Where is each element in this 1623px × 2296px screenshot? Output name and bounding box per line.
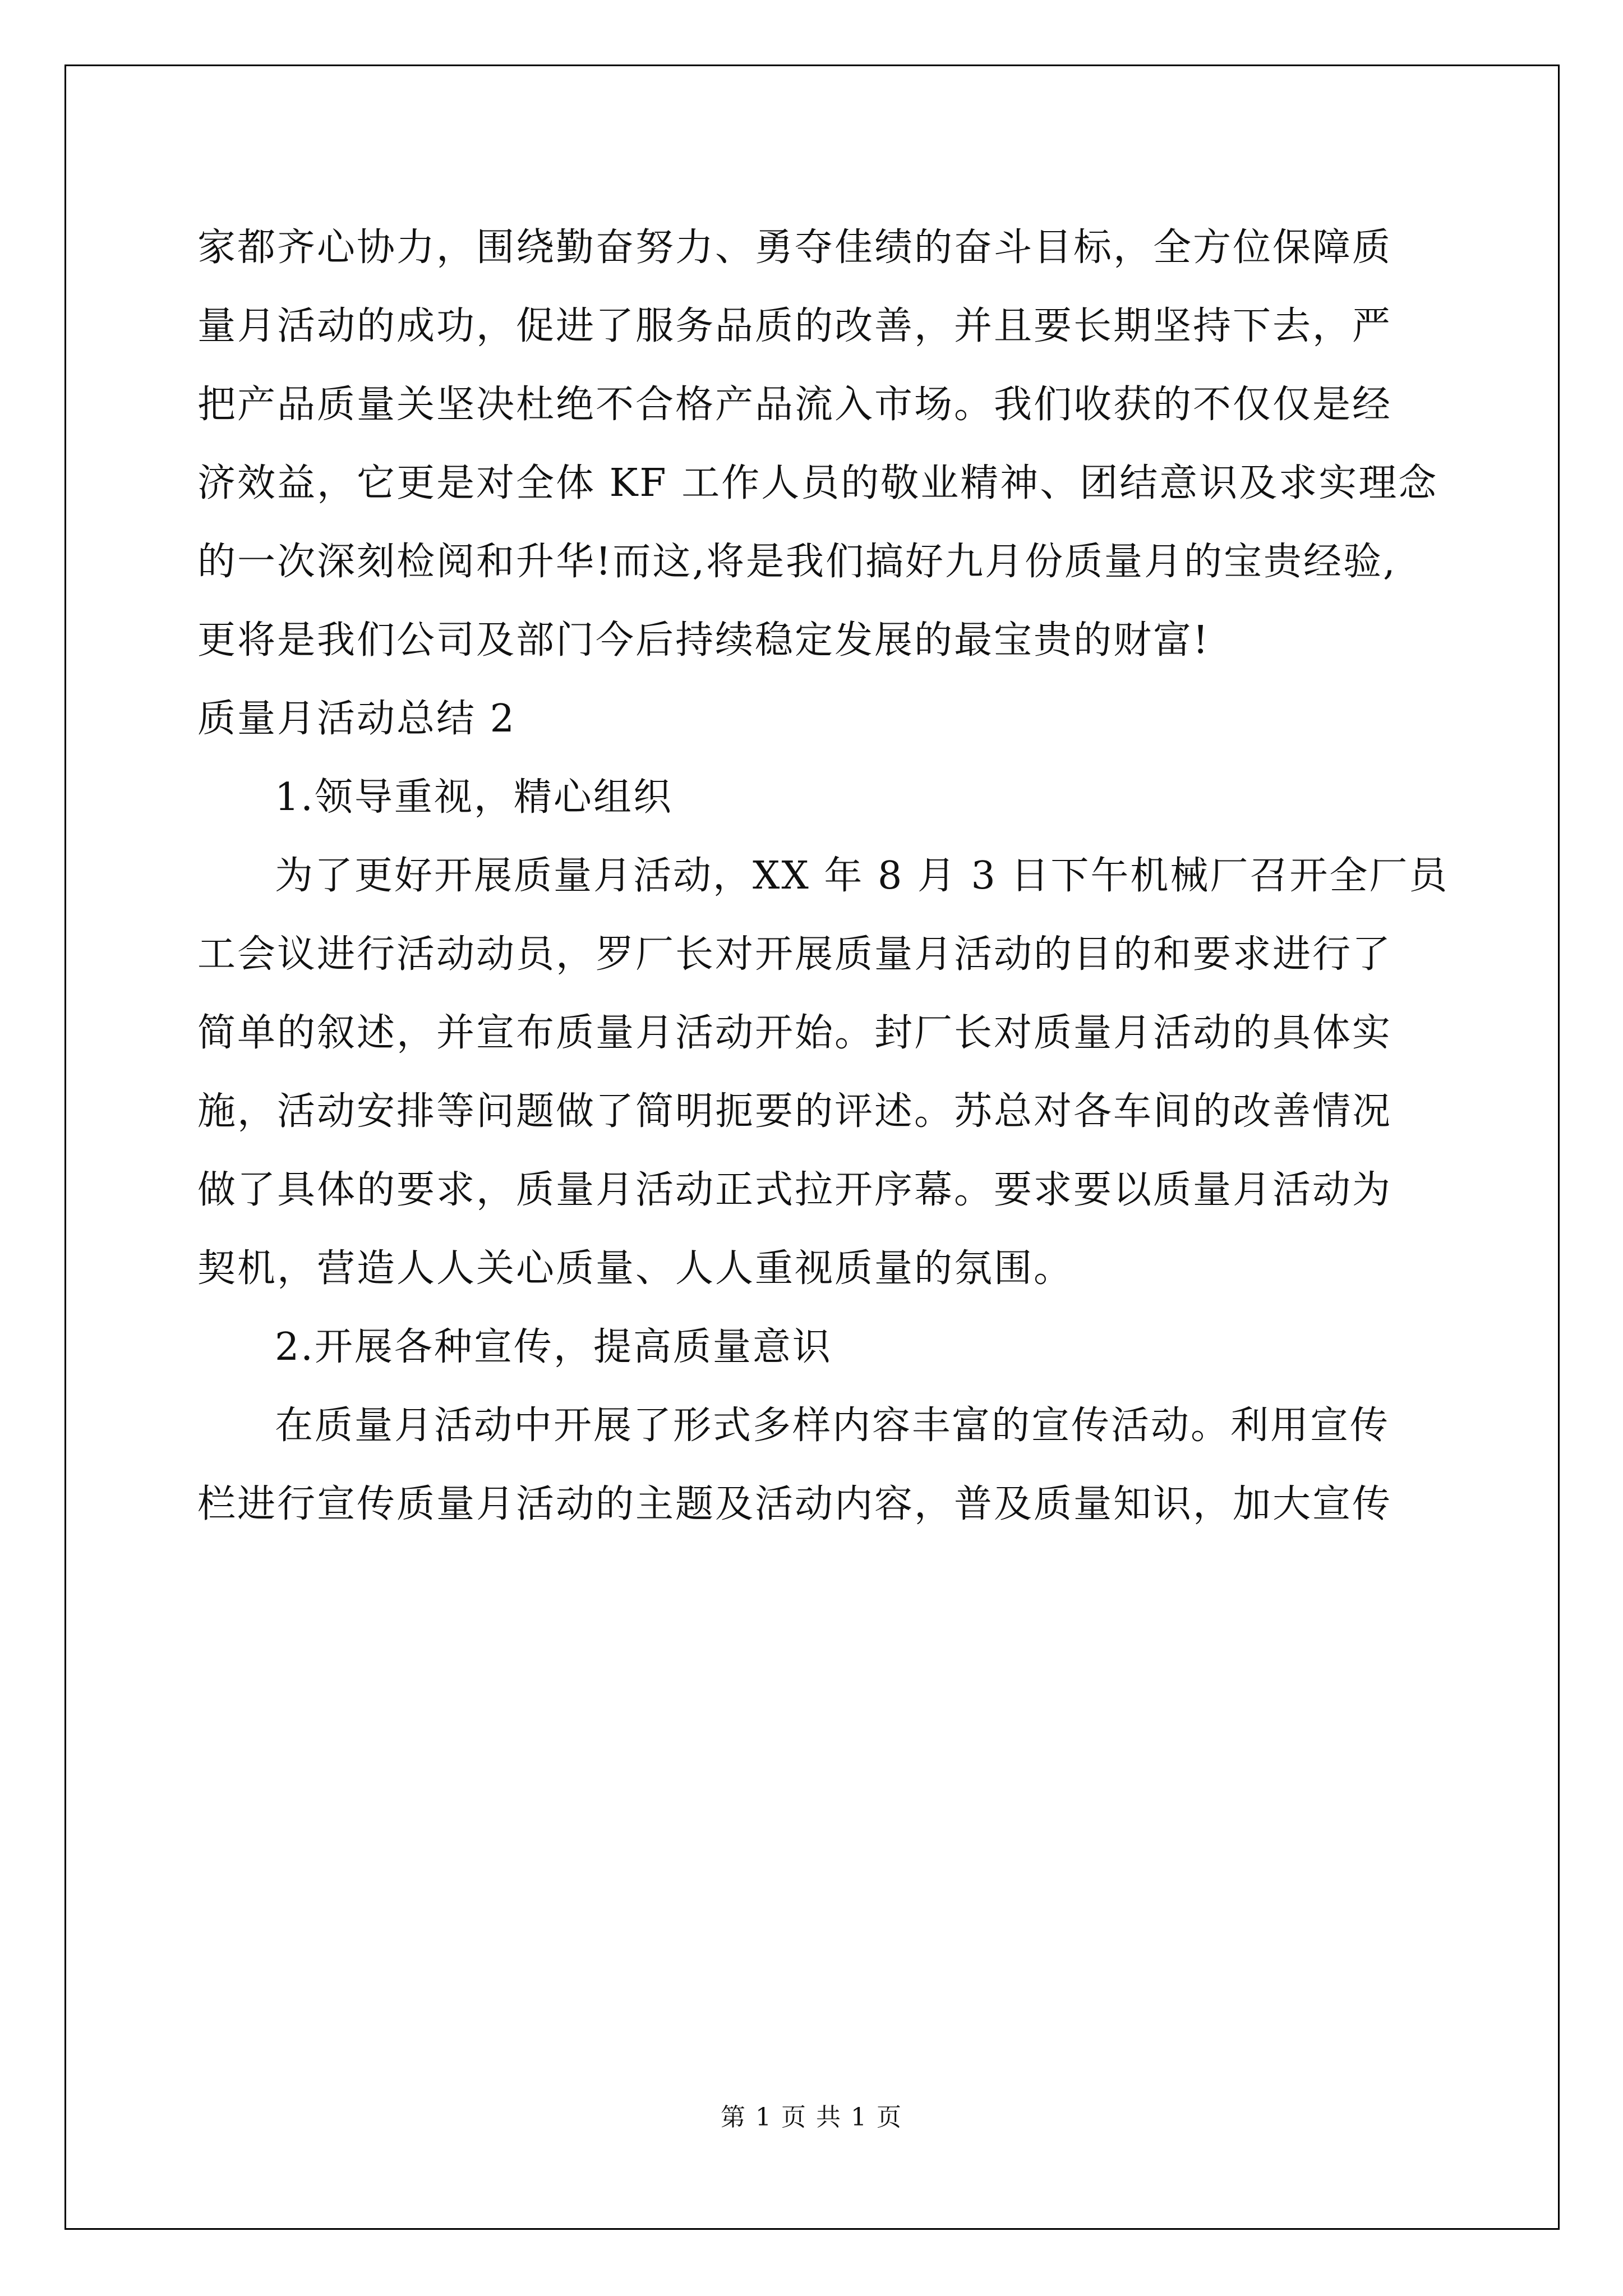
- body-line-6: 更将是我们公司及部门今后持续稳定发展的最宝贵的财富!: [197, 618, 1210, 662]
- body-line-3: 把产品质量关坚决杜绝不合格产品流入市场。我们收获的不仅仅是经: [197, 383, 1393, 427]
- paragraph-1-line-4: 施，活动安排等问题做了简明扼要的评述。苏总对各车间的改善情况: [197, 1089, 1393, 1134]
- paragraph-1-line-2: 工会议进行活动动员，罗厂长对开展质量月活动的目的和要求进行了: [197, 932, 1393, 977]
- body-line-5: 的一次深刻检阅和升华!而这,将是我们搞好九月份质量月的宝贵经验,: [197, 540, 1397, 584]
- paragraph-2-line-2: 栏进行宣传质量月活动的主题及活动内容，普及质量知识，加大宣传: [197, 1482, 1393, 1526]
- paragraph-2-line-1: 在质量月活动中开展了形式多样内容丰富的宣传活动。利用宣传: [275, 1404, 1390, 1448]
- subheading-1: 1.领导重视，精心组织: [275, 775, 673, 820]
- paragraph-1-line-1: 为了更好开展质量月活动，XX 年 8 月 3 日下午机械厂召开全厂员: [275, 854, 1449, 898]
- paragraph-1-line-5: 做了具体的要求，质量月活动正式拉开序幕。要求要以质量月活动为: [197, 1168, 1393, 1212]
- section-heading: 质量月活动总结 2: [197, 697, 516, 741]
- paragraph-1-line-6: 契机，营造人人关心质量、人人重视质量的氛围。: [197, 1246, 1074, 1291]
- body-line-1: 家都齐心协力，围绕勤奋努力、勇夺佳绩的奋斗目标，全方位保障质: [197, 226, 1393, 270]
- body-line-4: 济效益，它更是对全体 KF 工作人员的敬业精神、团结意识及求实理念: [197, 461, 1438, 505]
- body-line-2: 量月活动的成功，促进了服务品质的改善，并且要长期坚持下去，严: [197, 304, 1393, 348]
- page-footer: 第 1 页 共 1 页: [721, 2103, 902, 2132]
- subheading-2: 2.开展各种宣传，提高质量意识: [275, 1325, 832, 1369]
- paragraph-1-line-3: 简单的叙述，并宣布质量月活动开始。封厂长对质量月活动的具体实: [197, 1011, 1393, 1055]
